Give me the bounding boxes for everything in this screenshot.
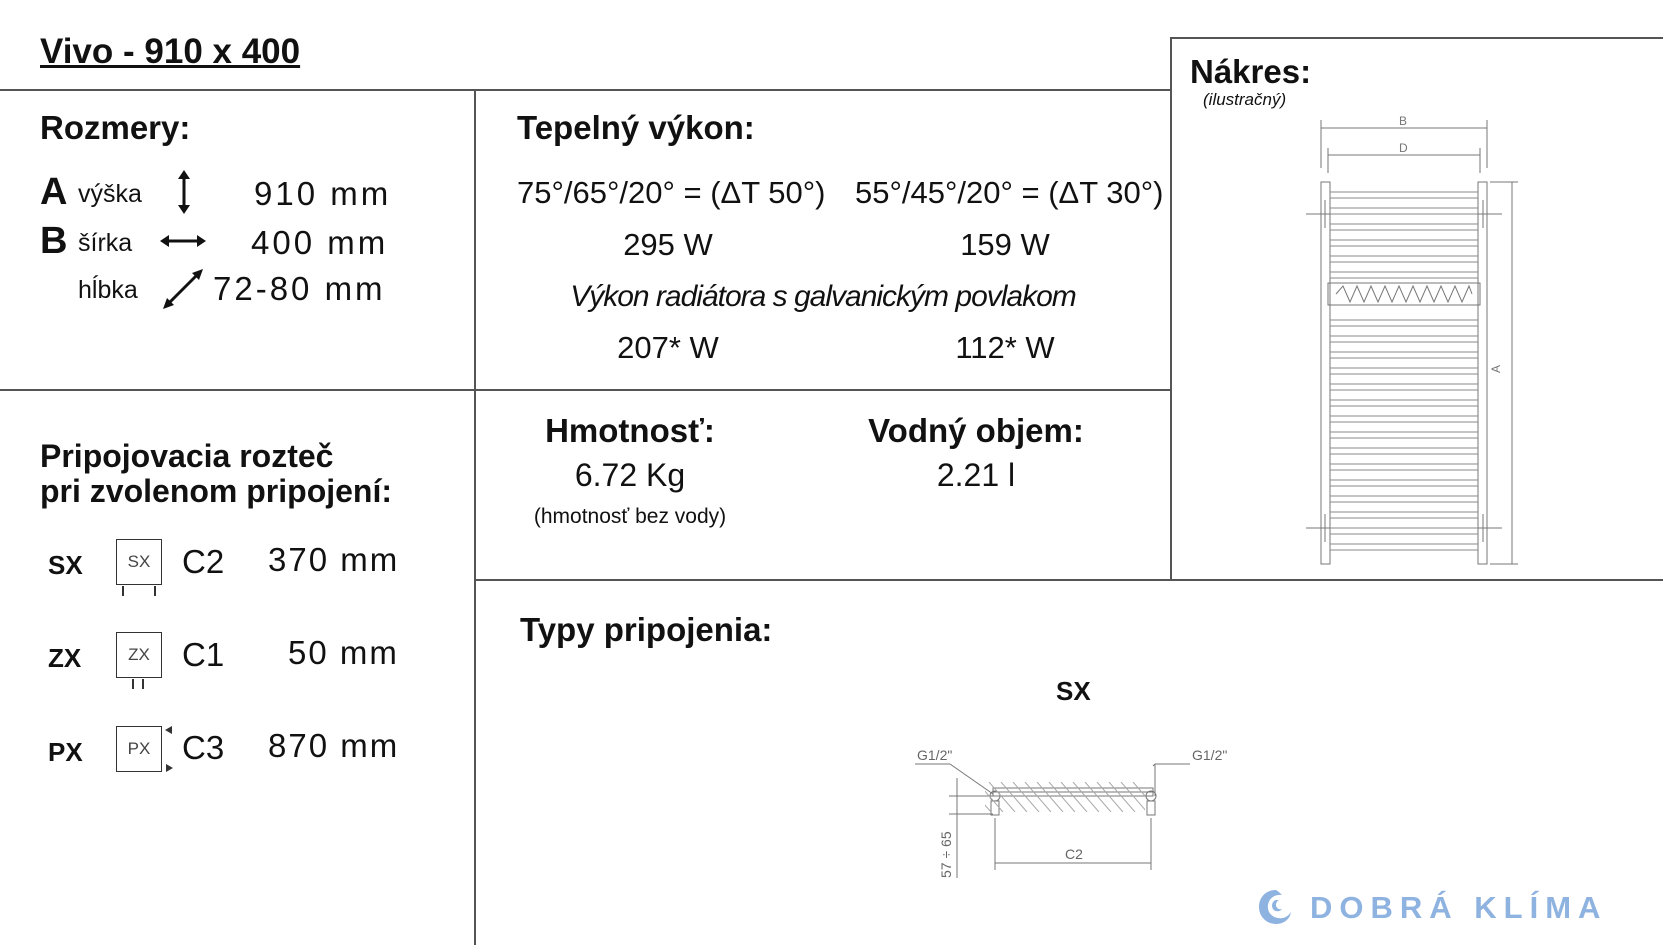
hatch-line <box>1169 782 1195 812</box>
hatch-line <box>1001 782 1027 812</box>
connection-types-selected: SX <box>1056 676 1091 706</box>
divider-header <box>0 89 1170 91</box>
hatch-line <box>977 782 1003 812</box>
dimension-letter: A <box>40 171 68 213</box>
dimension-value: 72-80 mm <box>213 270 386 307</box>
hatch-line <box>1013 782 1039 812</box>
pipe-thread-left: G1/2" <box>917 747 953 763</box>
connection-type: ZX <box>48 643 82 673</box>
connection-zx-icon: ZX <box>116 632 162 678</box>
dimension-label: hĺbka <box>78 276 138 304</box>
brand-logo-text: DOBRÁ KLÍMA <box>1310 890 1608 925</box>
width-arrow-icon <box>160 231 206 251</box>
hatch-line <box>1037 782 1063 812</box>
dimension-value: 910 mm <box>254 175 392 212</box>
connection-types-heading: Typy pripojenia: <box>520 611 773 648</box>
height-arrow-icon <box>172 170 196 214</box>
connection-spacing-heading-2: pri zvolenom pripojení: <box>40 473 393 509</box>
drawing-label-b: B <box>1399 114 1408 128</box>
hatch-line <box>1109 782 1135 812</box>
hatch-line <box>1097 782 1123 812</box>
connection-value: 50 mm <box>288 634 399 671</box>
hatch-line <box>1121 782 1147 812</box>
dimension-letter: B <box>40 220 68 262</box>
sx-pipes-icon <box>116 586 162 598</box>
connection-sx-icon: SX <box>116 539 162 585</box>
drawing-heading: Nákres: <box>1190 53 1312 90</box>
page-title: Vivo - 910 x 400 <box>40 32 301 71</box>
hatch-line <box>1061 782 1087 812</box>
connection-code: C2 <box>182 543 225 580</box>
connection-value: 870 mm <box>268 727 400 764</box>
water-volume-heading: Vodný objem: <box>868 412 1084 449</box>
hatch-line <box>1049 782 1075 812</box>
connection-px-icon: PX <box>116 726 162 772</box>
divider-drawing-top <box>1170 37 1663 39</box>
drawing-subheading: (ilustračný) <box>1203 90 1287 109</box>
connection-spacing-heading-1: Pripojovacia rozteč <box>40 438 334 474</box>
galvanic-output-dt30: 112* W <box>955 330 1055 365</box>
connection-code: C1 <box>182 636 225 673</box>
dimension-label: šírka <box>78 229 133 257</box>
range-label: 57 ÷ 65 <box>938 831 954 878</box>
galvanic-output-dt50: 207* W <box>617 330 719 365</box>
divider-col <box>474 89 476 945</box>
connection-type: PX <box>48 737 83 767</box>
hatch-line <box>1073 782 1099 812</box>
swirl-icon <box>1255 886 1297 928</box>
connection-value: 370 mm <box>268 541 400 578</box>
water-volume-value: 2.21 l <box>936 457 1016 493</box>
output-dt50: 295 W <box>623 227 713 262</box>
sx-connection-diagram <box>905 738 1245 888</box>
weight-note: (hmotnosť bez vody) <box>533 505 727 528</box>
zx-pipes-icon <box>116 679 162 691</box>
depth-arrow-icon <box>162 268 204 310</box>
hatch-line <box>1145 782 1171 812</box>
hatch-line <box>1085 782 1111 812</box>
dimension-label: výška <box>78 180 142 208</box>
divider-lower <box>474 579 1663 581</box>
divider-mid <box>0 389 1170 391</box>
dimensions-heading: Rozmery: <box>40 109 191 146</box>
connection-type: SX <box>48 550 83 580</box>
hatch-line <box>989 782 1015 812</box>
hatch-line <box>1157 782 1183 812</box>
connection-code: C3 <box>182 729 225 766</box>
drawing-label-a: A <box>1489 364 1503 373</box>
condition-dt50: 75°/65°/20° = (ΔT 50°) <box>517 175 826 210</box>
px-pipes-icon <box>163 724 175 774</box>
drawing-label-d: D <box>1399 141 1408 155</box>
weight-value: 6.72 Kg <box>574 457 686 493</box>
galvanic-note: Výkon radiátora s galvanickým povlakom <box>570 280 1076 313</box>
dimension-value: 400 mm <box>251 224 389 261</box>
c2-label: C2 <box>1065 846 1083 862</box>
condition-dt30: 55°/45°/20° = (ΔT 30°) <box>855 175 1164 210</box>
radiator-drawing <box>1300 108 1540 578</box>
pipe-thread-right: G1/2" <box>1192 747 1228 763</box>
heat-output-heading: Tepelný výkon: <box>517 109 755 146</box>
weight-heading: Hmotnosť: <box>545 412 715 449</box>
divider-drawing-left <box>1170 37 1172 580</box>
hatch-line <box>1025 782 1051 812</box>
output-dt30: 159 W <box>960 227 1050 262</box>
hatch-line <box>965 782 991 812</box>
